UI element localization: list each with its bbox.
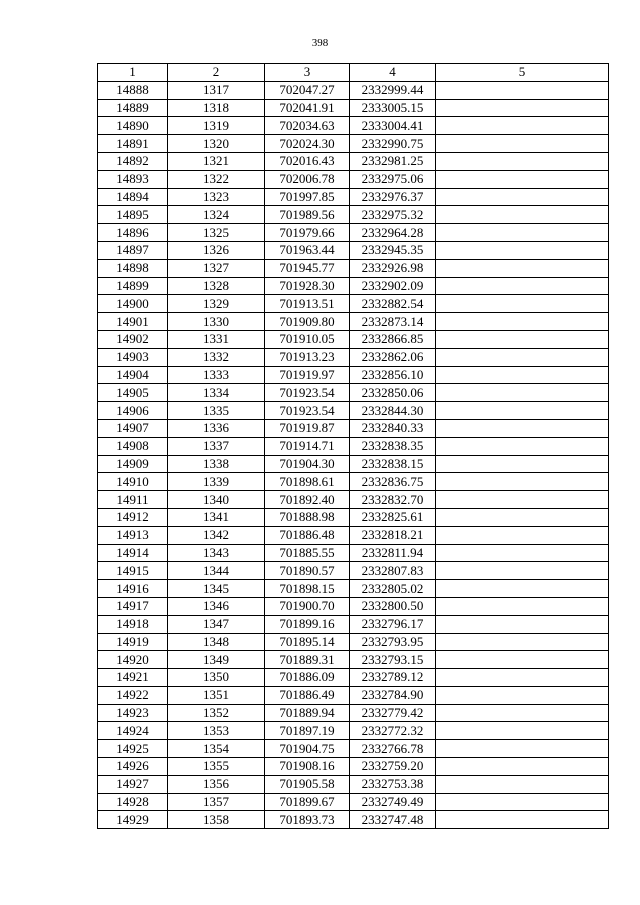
table-cell-col-3: 701945.77: [265, 259, 350, 277]
table-cell-col-3: 701923.54: [265, 384, 350, 402]
table-cell-col-3: 701997.85: [265, 188, 350, 206]
table-cell-col-1: 14888: [98, 81, 168, 99]
table-cell-col-1: 14916: [98, 580, 168, 598]
table-cell-col-4: 2332832.70: [350, 491, 436, 509]
table-cell-col-4: 2332964.28: [350, 224, 436, 242]
table-cell-col-5: [436, 152, 609, 170]
table-cell-col-2: 1322: [168, 170, 265, 188]
table-cell-col-1: 14929: [98, 811, 168, 829]
table-cell-col-2: 1327: [168, 259, 265, 277]
table-cell-col-1: 14915: [98, 562, 168, 580]
table-row: [98, 224, 609, 242]
table-cell-col-1: 14910: [98, 473, 168, 491]
table-cell-col-2: 1345: [168, 580, 265, 598]
table-cell-col-2: 1355: [168, 758, 265, 776]
table-cell-col-2: 1318: [168, 99, 265, 117]
table-cell-col-3: 701979.66: [265, 224, 350, 242]
table-cell-col-4: 2332981.25: [350, 152, 436, 170]
table-cell-col-5: [436, 117, 609, 135]
table-cell-col-1: 14922: [98, 686, 168, 704]
table-cell-col-2: 1338: [168, 455, 265, 473]
table-cell-col-5: [436, 81, 609, 99]
table-cell-col-3: 701904.30: [265, 455, 350, 473]
table-cell-col-1: 14905: [98, 384, 168, 402]
table-cell-col-1: 14913: [98, 526, 168, 544]
table-cell-col-3: 701900.70: [265, 597, 350, 615]
table-cell-col-3: 701908.16: [265, 758, 350, 776]
table-cell-col-5: [436, 651, 609, 669]
table-cell-col-1: 14901: [98, 313, 168, 331]
table-cell-col-1: 14891: [98, 135, 168, 153]
table-cell-col-1: 14899: [98, 277, 168, 295]
table-cell-col-4: 2332838.15: [350, 455, 436, 473]
coordinates-table: [97, 63, 609, 829]
table-cell-col-2: 1334: [168, 384, 265, 402]
table-cell-col-4: 2332975.06: [350, 170, 436, 188]
table-cell-col-5: [436, 508, 609, 526]
table-cell-col-5: [436, 277, 609, 295]
table-cell-col-3: 701898.61: [265, 473, 350, 491]
column-header-4: 4: [350, 64, 436, 82]
table-cell-col-4: 2332772.32: [350, 722, 436, 740]
table-cell-col-4: 2332990.75: [350, 135, 436, 153]
table-cell-col-1: 14893: [98, 170, 168, 188]
table-cell-col-4: 2332793.95: [350, 633, 436, 651]
column-header-1: 1: [98, 64, 168, 82]
table-row: [98, 366, 609, 384]
table-cell-col-4: 2332818.21: [350, 526, 436, 544]
table-cell-col-2: 1352: [168, 704, 265, 722]
table-cell-col-5: [436, 615, 609, 633]
table-cell-col-4: 2333004.41: [350, 117, 436, 135]
column-header-5: 5: [436, 64, 609, 82]
table-cell-col-1: 14907: [98, 419, 168, 437]
table-cell-col-1: 14894: [98, 188, 168, 206]
table-cell-col-3: 701928.30: [265, 277, 350, 295]
table-cell-col-5: [436, 135, 609, 153]
table-row: [98, 775, 609, 793]
table-body: [98, 81, 609, 828]
table-cell-col-4: 2332945.35: [350, 241, 436, 259]
table-cell-col-5: [436, 740, 609, 758]
table-cell-col-4: 2332811.94: [350, 544, 436, 562]
table-cell-col-3: 701897.19: [265, 722, 350, 740]
table-row: [98, 135, 609, 153]
table-row: [98, 402, 609, 420]
table-cell-col-4: 2332825.61: [350, 508, 436, 526]
table-cell-col-3: 701890.57: [265, 562, 350, 580]
table-cell-col-4: 2332789.12: [350, 669, 436, 687]
table-cell-col-3: 702047.27: [265, 81, 350, 99]
table-cell-col-1: 14921: [98, 669, 168, 687]
table-cell-col-3: 701898.15: [265, 580, 350, 598]
table-cell-col-5: [436, 793, 609, 811]
table-cell-col-2: 1356: [168, 775, 265, 793]
table-cell-col-3: 701892.40: [265, 491, 350, 509]
table-cell-col-5: [436, 99, 609, 117]
table-row: [98, 241, 609, 259]
table-cell-col-1: 14912: [98, 508, 168, 526]
table-cell-col-3: 701919.87: [265, 419, 350, 437]
table-cell-col-2: 1324: [168, 206, 265, 224]
table-cell-col-5: [436, 348, 609, 366]
table-cell-col-3: 702024.30: [265, 135, 350, 153]
table-cell-col-3: 701886.48: [265, 526, 350, 544]
table-row: [98, 615, 609, 633]
table-cell-col-4: 2333005.15: [350, 99, 436, 117]
table-cell-col-2: 1344: [168, 562, 265, 580]
table-cell-col-5: [436, 188, 609, 206]
table-cell-col-4: 2332926.98: [350, 259, 436, 277]
table-row: [98, 633, 609, 651]
table-cell-col-3: 701963.44: [265, 241, 350, 259]
table-cell-col-5: [436, 473, 609, 491]
table-cell-col-2: 1333: [168, 366, 265, 384]
table-cell-col-3: 702006.78: [265, 170, 350, 188]
table-cell-col-4: 2332844.30: [350, 402, 436, 420]
table-row: [98, 580, 609, 598]
table-cell-col-1: 14919: [98, 633, 168, 651]
table-cell-col-5: [436, 170, 609, 188]
table-cell-col-1: 14898: [98, 259, 168, 277]
table-cell-col-4: 2332856.10: [350, 366, 436, 384]
table-cell-col-2: 1340: [168, 491, 265, 509]
table-row: [98, 704, 609, 722]
table-cell-col-3: 702041.91: [265, 99, 350, 117]
table-cell-col-3: 701886.49: [265, 686, 350, 704]
table-cell-col-3: 702034.63: [265, 117, 350, 135]
table-cell-col-4: 2332784.90: [350, 686, 436, 704]
table-cell-col-5: [436, 295, 609, 313]
table-cell-col-4: 2332840.33: [350, 419, 436, 437]
table-row: [98, 669, 609, 687]
table-cell-col-3: 701909.80: [265, 313, 350, 331]
table-cell-col-4: 2332862.06: [350, 348, 436, 366]
table-row: [98, 651, 609, 669]
table-cell-col-1: 14914: [98, 544, 168, 562]
table-cell-col-1: 14911: [98, 491, 168, 509]
table-cell-col-4: 2332796.17: [350, 615, 436, 633]
table-cell-col-3: 701899.67: [265, 793, 350, 811]
table-cell-col-3: 701905.58: [265, 775, 350, 793]
table-cell-col-3: 701913.51: [265, 295, 350, 313]
table-cell-col-3: 701893.73: [265, 811, 350, 829]
table-cell-col-2: 1350: [168, 669, 265, 687]
table-cell-col-2: 1328: [168, 277, 265, 295]
table-cell-col-3: 701888.98: [265, 508, 350, 526]
table-cell-col-4: 2332873.14: [350, 313, 436, 331]
table-cell-col-2: 1358: [168, 811, 265, 829]
table-cell-col-2: 1332: [168, 348, 265, 366]
table-cell-col-2: 1336: [168, 419, 265, 437]
table-row: [98, 491, 609, 509]
table-row: [98, 419, 609, 437]
column-header-3: 3: [265, 64, 350, 82]
table-cell-col-3: 701904.75: [265, 740, 350, 758]
table-row: [98, 740, 609, 758]
table-row: [98, 758, 609, 776]
table-cell-col-2: 1347: [168, 615, 265, 633]
table-cell-col-4: 2332976.37: [350, 188, 436, 206]
table-cell-col-4: 2332747.48: [350, 811, 436, 829]
table-cell-col-3: 701889.94: [265, 704, 350, 722]
table-cell-col-3: 702016.43: [265, 152, 350, 170]
table-cell-col-5: [436, 437, 609, 455]
table-cell-col-2: 1321: [168, 152, 265, 170]
table-cell-col-5: [436, 402, 609, 420]
table-cell-col-2: 1346: [168, 597, 265, 615]
table-cell-col-2: 1349: [168, 651, 265, 669]
table-cell-col-2: 1317: [168, 81, 265, 99]
table-row: [98, 170, 609, 188]
table-cell-col-4: 2332866.85: [350, 330, 436, 348]
table-cell-col-5: [436, 686, 609, 704]
table-cell-col-1: 14925: [98, 740, 168, 758]
page-number: 398: [311, 37, 329, 49]
table-cell-col-2: 1331: [168, 330, 265, 348]
table-row: [98, 597, 609, 615]
table-row: [98, 313, 609, 331]
table-cell-col-3: 701914.71: [265, 437, 350, 455]
table-row: [98, 117, 609, 135]
table-row: [98, 152, 609, 170]
table-row: [98, 722, 609, 740]
table-cell-col-4: 2332836.75: [350, 473, 436, 491]
table-cell-col-3: 701899.16: [265, 615, 350, 633]
table-cell-col-5: [436, 597, 609, 615]
table-cell-col-2: 1325: [168, 224, 265, 242]
table-cell-col-5: [436, 384, 609, 402]
table-cell-col-1: 14895: [98, 206, 168, 224]
column-header-2: 2: [168, 64, 265, 82]
table-cell-col-4: 2332779.42: [350, 704, 436, 722]
table-cell-col-1: 14927: [98, 775, 168, 793]
table-cell-col-5: [436, 259, 609, 277]
table-cell-col-5: [436, 330, 609, 348]
table-cell-col-5: [436, 669, 609, 687]
table-cell-col-5: [436, 633, 609, 651]
table-row: [98, 348, 609, 366]
table-cell-col-4: 2332850.06: [350, 384, 436, 402]
table-cell-col-1: 14903: [98, 348, 168, 366]
table-cell-col-5: [436, 775, 609, 793]
table-cell-col-4: 2332753.38: [350, 775, 436, 793]
table-cell-col-3: 701989.56: [265, 206, 350, 224]
table-cell-col-1: 14906: [98, 402, 168, 420]
table-cell-col-5: [436, 241, 609, 259]
table-cell-col-4: 2332793.15: [350, 651, 436, 669]
table-cell-col-1: 14900: [98, 295, 168, 313]
table-row: [98, 99, 609, 117]
table-cell-col-4: 2332759.20: [350, 758, 436, 776]
table-cell-col-4: 2332766.78: [350, 740, 436, 758]
table-cell-col-5: [436, 562, 609, 580]
table-row: [98, 686, 609, 704]
table-row: [98, 793, 609, 811]
table-cell-col-5: [436, 224, 609, 242]
table-row: [98, 295, 609, 313]
table-cell-col-2: 1343: [168, 544, 265, 562]
table-cell-col-5: [436, 491, 609, 509]
table-cell-col-2: 1335: [168, 402, 265, 420]
table-cell-col-3: 701895.14: [265, 633, 350, 651]
table-cell-col-4: 2332805.02: [350, 580, 436, 598]
table-cell-col-5: [436, 704, 609, 722]
table-cell-col-2: 1330: [168, 313, 265, 331]
table-cell-col-5: [436, 758, 609, 776]
table-cell-col-4: 2332999.44: [350, 81, 436, 99]
table-cell-col-5: [436, 580, 609, 598]
table-cell-col-1: 14889: [98, 99, 168, 117]
table-row: [98, 330, 609, 348]
table-cell-col-3: 701923.54: [265, 402, 350, 420]
table-header-row: [98, 64, 609, 82]
table-row: [98, 544, 609, 562]
table-cell-col-1: 14890: [98, 117, 168, 135]
table-row: [98, 206, 609, 224]
table-cell-col-2: 1341: [168, 508, 265, 526]
table-cell-col-3: 701886.09: [265, 669, 350, 687]
table-row: [98, 81, 609, 99]
table-cell-col-4: 2332882.54: [350, 295, 436, 313]
table-cell-col-5: [436, 544, 609, 562]
table-cell-col-1: 14928: [98, 793, 168, 811]
table-cell-col-5: [436, 366, 609, 384]
table-row: [98, 473, 609, 491]
table-cell-col-1: 14908: [98, 437, 168, 455]
table-cell-col-2: 1320: [168, 135, 265, 153]
table-cell-col-5: [436, 206, 609, 224]
table-cell-col-2: 1323: [168, 188, 265, 206]
table-cell-col-4: 2332749.49: [350, 793, 436, 811]
table-cell-col-1: 14926: [98, 758, 168, 776]
table-cell-col-1: 14923: [98, 704, 168, 722]
table-cell-col-3: 701885.55: [265, 544, 350, 562]
table-cell-col-1: 14897: [98, 241, 168, 259]
table-row: [98, 455, 609, 473]
table-cell-col-5: [436, 455, 609, 473]
table-cell-col-1: 14918: [98, 615, 168, 633]
table-cell-col-1: 14917: [98, 597, 168, 615]
table-cell-col-5: [436, 313, 609, 331]
table-cell-col-2: 1353: [168, 722, 265, 740]
table-row: [98, 188, 609, 206]
table-cell-col-4: 2332975.32: [350, 206, 436, 224]
table-cell-col-1: 14896: [98, 224, 168, 242]
table-cell-col-4: 2332807.83: [350, 562, 436, 580]
table-row: [98, 259, 609, 277]
table-row: [98, 437, 609, 455]
table-cell-col-2: 1319: [168, 117, 265, 135]
table-cell-col-3: 701919.97: [265, 366, 350, 384]
table-cell-col-3: 701913.23: [265, 348, 350, 366]
table-cell-col-4: 2332838.35: [350, 437, 436, 455]
table-cell-col-2: 1357: [168, 793, 265, 811]
table-cell-col-1: 14904: [98, 366, 168, 384]
table-cell-col-3: 701910.05: [265, 330, 350, 348]
table-cell-col-3: 701889.31: [265, 651, 350, 669]
table-cell-col-1: 14902: [98, 330, 168, 348]
table-cell-col-2: 1342: [168, 526, 265, 544]
table-cell-col-1: 14892: [98, 152, 168, 170]
table-cell-col-5: [436, 811, 609, 829]
table-cell-col-5: [436, 419, 609, 437]
table-row: [98, 277, 609, 295]
table-cell-col-2: 1354: [168, 740, 265, 758]
table-row: [98, 526, 609, 544]
table-cell-col-2: 1337: [168, 437, 265, 455]
table-row: [98, 811, 609, 829]
table-cell-col-4: 2332800.50: [350, 597, 436, 615]
table-row: [98, 384, 609, 402]
table-cell-col-1: 14920: [98, 651, 168, 669]
table-cell-col-2: 1326: [168, 241, 265, 259]
table-row: [98, 508, 609, 526]
table-cell-col-2: 1329: [168, 295, 265, 313]
table-cell-col-1: 14924: [98, 722, 168, 740]
table-row: [98, 562, 609, 580]
table-cell-col-1: 14909: [98, 455, 168, 473]
table-cell-col-2: 1339: [168, 473, 265, 491]
table-cell-col-5: [436, 526, 609, 544]
table-cell-col-5: [436, 722, 609, 740]
table-cell-col-2: 1351: [168, 686, 265, 704]
table-cell-col-4: 2332902.09: [350, 277, 436, 295]
table-cell-col-2: 1348: [168, 633, 265, 651]
